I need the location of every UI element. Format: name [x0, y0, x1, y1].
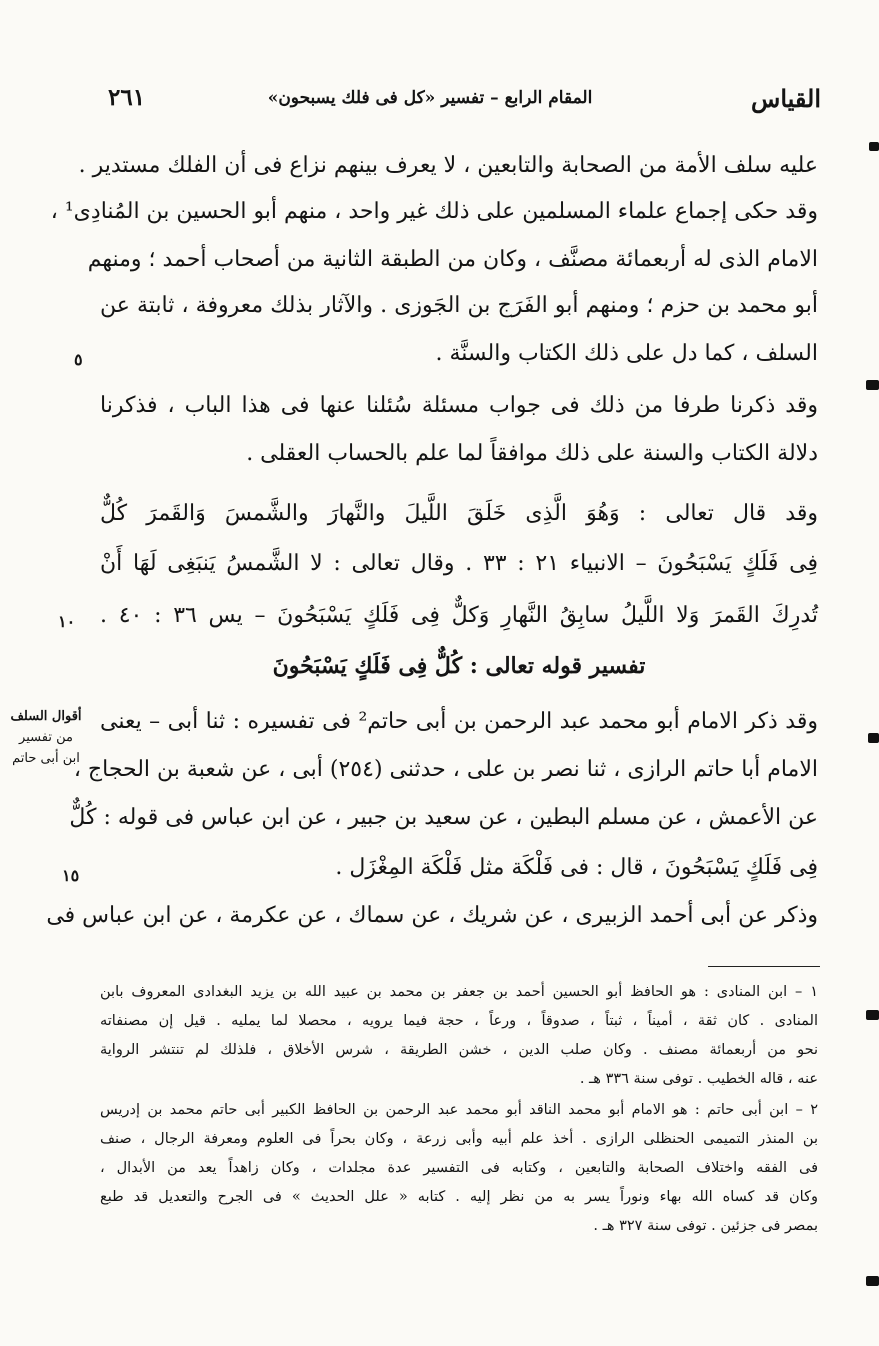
- scan-mark: [866, 1276, 879, 1286]
- text-line: وقد ذكرنا طرفا من ذلك فى جواب مسئلة سُئلنا عنها فى هذا الباب ، فذكرنا: [100, 393, 818, 418]
- footnote-line: عنه ، قاله الخطيب . توفى سنة ٣٣٦ هـ .: [579, 1071, 818, 1087]
- scan-mark: [866, 380, 879, 390]
- margin-note-line: من تفسير: [19, 730, 73, 745]
- margin-note-line: أقوال السلف: [10, 709, 82, 724]
- footnote-line: بمصر فى جزئين . توفى سنة ٣٢٧ هـ .: [593, 1218, 818, 1234]
- margin-note: [4, 706, 88, 769]
- text-line: عن الأعمش ، عن مسلم البطين ، عن سعيد بن جبير ، عن ابن عباس فى قوله : كُلٌّ: [69, 805, 818, 830]
- text-line: فِى فَلَكٍ يَسْبَحُونَ ، قال : فى فَلْكَة مثل فَلْكَة المِغْزَل .: [335, 855, 818, 880]
- line-number: ٥: [74, 350, 83, 369]
- footnote-line: المنادى . كان ثقة ، أميناً ، ثبتاً ، صدوقاً ، ورعاً ، حجة فيما يرويه ، محصلا لما يمليه . قيل إن مصنفاته: [100, 1013, 818, 1029]
- scan-mark: [866, 1010, 879, 1020]
- footnote-line: نحو من أربعمائة مصنف . وكان صلب الدين ، خشن الطريقة ، شرس الأخلاق ، فلذلك لم تنتشر الرواية: [100, 1042, 818, 1058]
- text-line: السلف ، كما دل على ذلك الكتاب والسنَّة .: [435, 341, 818, 366]
- text-line: الامام أبا حاتم الرازى ، ثنا نصر بن على ، حدثنى (٢٥٤) أبى ، عن شعبة بن الحجاج ،: [73, 757, 818, 782]
- line-number: ١٥: [62, 866, 80, 885]
- margin-note-line: ابن أبى حاتم: [12, 751, 80, 766]
- page-number: ٢٦١: [108, 84, 146, 111]
- line-number: ١٠: [58, 612, 76, 631]
- footnote-line: وكان قد كساه الله بهاء ونوراً يسر به من نظر إليه . كتابه « علل الحديث » فى الجرح والتعديل قد طبع: [100, 1189, 818, 1205]
- footnote-line: ٢ – ابن أبى حاتم : هو الامام أبو محمد الناقد أبو محمد عبد الرحمن بن الحافظ الكبير أبى حاتم محمد بن إدريس: [100, 1102, 818, 1118]
- text-line: وذكر عن أبى أحمد الزبيرى ، عن شريك ، عن سماك ، عن عكرمة ، عن ابن عباس فى: [46, 903, 818, 928]
- text-line: وقد حكى إجماع علماء المسلمين على ذلك غير واحد ، منهم أبو الحسين بن المُنادِى¹ ،: [50, 199, 818, 224]
- text-line: عليه سلف الأمة من الصحابة والتابعين ، لا يعرف بينهم نزاع فى أن الفلك مستدير .: [78, 153, 818, 178]
- footnote-line: ١ – ابن المنادى : هو الحافظ أبو الحسين أحمد بن جعفر بن محمد بن عبيد الله بن يزيد البغدادى المعروف بابن: [100, 984, 818, 1000]
- text-line: دلالة الكتاب والسنة على ذلك موافقاً لما علم بالحساب العقلى .: [246, 441, 818, 466]
- text-line: وقد ذكر الامام أبو محمد عبد الرحمن بن أبى حاتم² فى تفسيره : ثنا أبى – يعنى: [100, 709, 818, 734]
- scan-mark: [868, 733, 879, 743]
- verse-line: تُدرِكَ القَمرَ وَلا اللَّيلُ سابِقُ النَّهارِ وَكلٌّ فِى فَلَكٍ يَسْبَحُونَ – يس ٣٦ : ٤٠ .: [100, 603, 818, 628]
- text-line: أبو محمد بن حزم ؛ ومنهم أبو الفَرَج بن الجَوزى . والآثار بذلك معروفة ، ثابتة عن: [100, 293, 818, 318]
- subheading: تفسير قوله تعالى : كُلٌّ فِى فَلَكٍ يَسْبَحُونَ: [272, 653, 646, 679]
- verse-line: فِى فَلَكٍ يَسْبَحُونَ – الانبياء ٢١ : ٣٣ . وقال تعالى : لا الشَّمسُ يَنبَغِى لَهَا أَنْ: [100, 551, 818, 576]
- footnote-line: بن المنذر التميمى الحنظلى الرازى . أخذ علم أبيه وأبى زرعة ، وكان بحراً فى العلوم ومعرفة الرجال ، صنف: [100, 1131, 818, 1147]
- footnote-line: فى الفقه واختلاف الصحابة والتابعين ، وكتابه فى التفسير عدة مجلدات ، وكان زاهداً يعد من الأبدال ،: [100, 1160, 818, 1176]
- section-heading: المقام الرابع – تفسير «كل فى فلك يسبحون»: [267, 88, 593, 108]
- scan-mark: [869, 142, 879, 151]
- text-line: الامام الذى له أربعمائة مصنَّف ، وكان من الطبقة الثانية من أصحاب أحمد ؛ ومنهم: [87, 247, 818, 272]
- running-title: القياس: [751, 84, 821, 113]
- verse-line: وقد قال تعالى : وَهُوَ الَّذِى خَلَقَ اللَّيلَ والنَّهارَ والشَّمسَ وَالقَمرَ كُلٌّ: [100, 501, 818, 526]
